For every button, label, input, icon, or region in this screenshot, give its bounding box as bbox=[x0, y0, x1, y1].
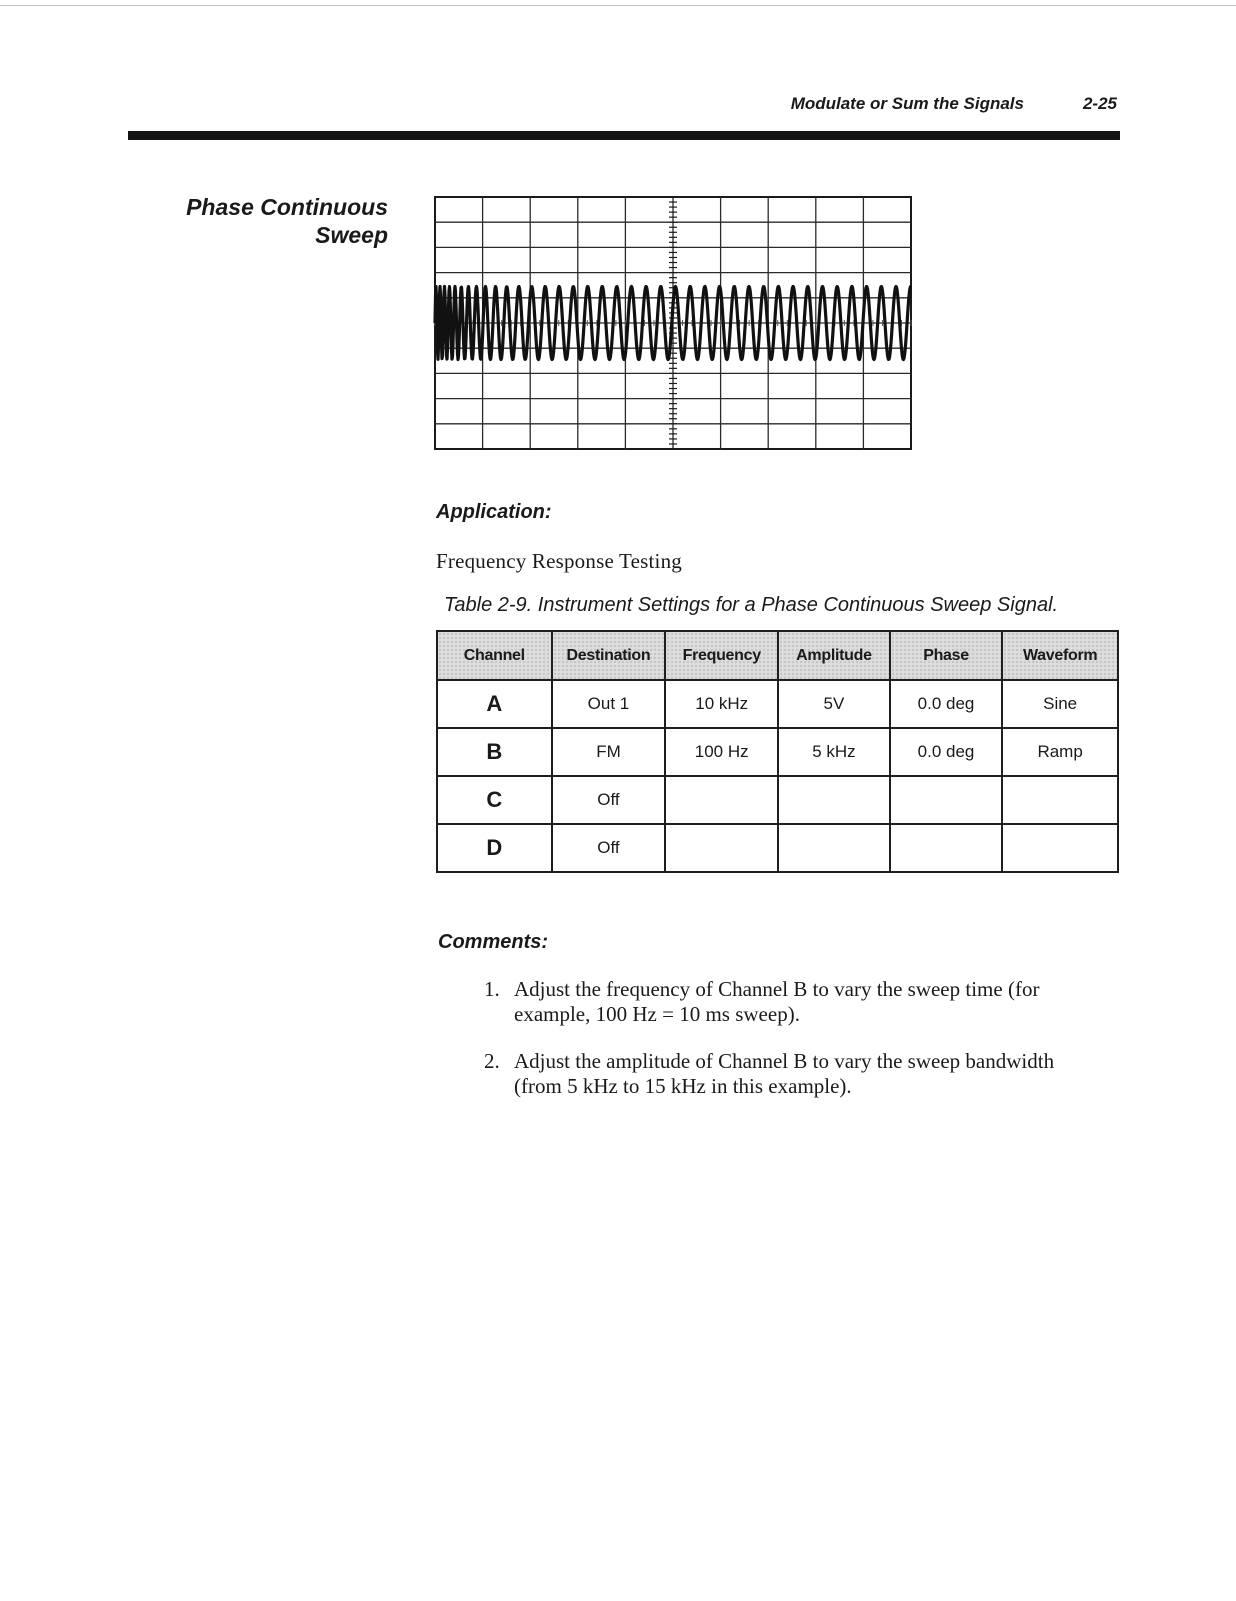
running-header bbox=[700, 94, 1120, 118]
list-item bbox=[484, 977, 1104, 1027]
cell-phase: 0.0 deg bbox=[890, 680, 1002, 728]
table-row bbox=[437, 680, 1118, 728]
column-header-frequency: Frequency bbox=[665, 631, 778, 680]
list-item bbox=[484, 1049, 1104, 1099]
application-heading: Application: bbox=[436, 501, 552, 523]
cell-waveform: Sine bbox=[1002, 680, 1118, 728]
cell-destination: FM bbox=[552, 728, 666, 776]
section-title-line2: Sweep bbox=[315, 222, 388, 248]
comments-heading: Comments: bbox=[438, 931, 549, 953]
list-item-number: 2. bbox=[484, 1049, 500, 1073]
table-row bbox=[437, 824, 1118, 872]
oscilloscope-display bbox=[433, 195, 913, 451]
cell-destination: Out 1 bbox=[552, 680, 666, 728]
column-header-waveform: Waveform bbox=[1002, 631, 1118, 680]
cell-frequency bbox=[665, 776, 778, 824]
cell-channel: A bbox=[437, 680, 552, 728]
table-row bbox=[437, 776, 1118, 824]
comments-list bbox=[484, 977, 1104, 1121]
top-edge-rule bbox=[0, 5, 1236, 6]
cell-phase bbox=[890, 824, 1002, 872]
table-caption: Table 2-9. Instrument Settings for a Phase Continuous Sweep Signal. bbox=[444, 594, 1059, 616]
cell-frequency: 100 Hz bbox=[665, 728, 778, 776]
section-title-line1: Phase Continuous bbox=[186, 194, 388, 220]
cell-frequency: 10 kHz bbox=[665, 680, 778, 728]
section-title bbox=[150, 193, 388, 249]
column-header-destination: Destination bbox=[552, 631, 666, 680]
cell-channel: B bbox=[437, 728, 552, 776]
column-header-channel: Channel bbox=[437, 631, 552, 680]
cell-frequency bbox=[665, 824, 778, 872]
cell-destination: Off bbox=[552, 824, 666, 872]
instrument-settings-table bbox=[436, 630, 1119, 873]
oscilloscope-graticule bbox=[433, 195, 913, 451]
cell-channel: D bbox=[437, 824, 552, 872]
list-item-number: 1. bbox=[484, 977, 500, 1001]
cell-waveform: Ramp bbox=[1002, 728, 1118, 776]
column-header-amplitude: Amplitude bbox=[778, 631, 890, 680]
cell-waveform bbox=[1002, 776, 1118, 824]
cell-amplitude bbox=[778, 824, 890, 872]
cell-amplitude: 5 kHz bbox=[778, 728, 890, 776]
table-header-row bbox=[437, 631, 1118, 680]
column-header-phase: Phase bbox=[890, 631, 1002, 680]
table-row bbox=[437, 728, 1118, 776]
header-rule bbox=[128, 131, 1120, 140]
application-text: Frequency Response Testing bbox=[436, 549, 682, 573]
cell-channel: C bbox=[437, 776, 552, 824]
cell-amplitude bbox=[778, 776, 890, 824]
list-item-text: Adjust the amplitude of Channel B to vary the sweep bandwidth (from 5 kHz to 15 kHz in this example). bbox=[514, 1049, 1055, 1098]
list-item-text: Adjust the frequency of Channel B to vary the sweep time (for example, 100 Hz = 10 ms sweep). bbox=[514, 977, 1040, 1026]
page-number: 2-25 bbox=[1082, 94, 1117, 113]
cell-waveform bbox=[1002, 824, 1118, 872]
cell-destination: Off bbox=[552, 776, 666, 824]
cell-amplitude: 5V bbox=[778, 680, 890, 728]
cell-phase bbox=[890, 776, 1002, 824]
cell-phase: 0.0 deg bbox=[890, 728, 1002, 776]
running-header-title: Modulate or Sum the Signals bbox=[790, 94, 1024, 113]
